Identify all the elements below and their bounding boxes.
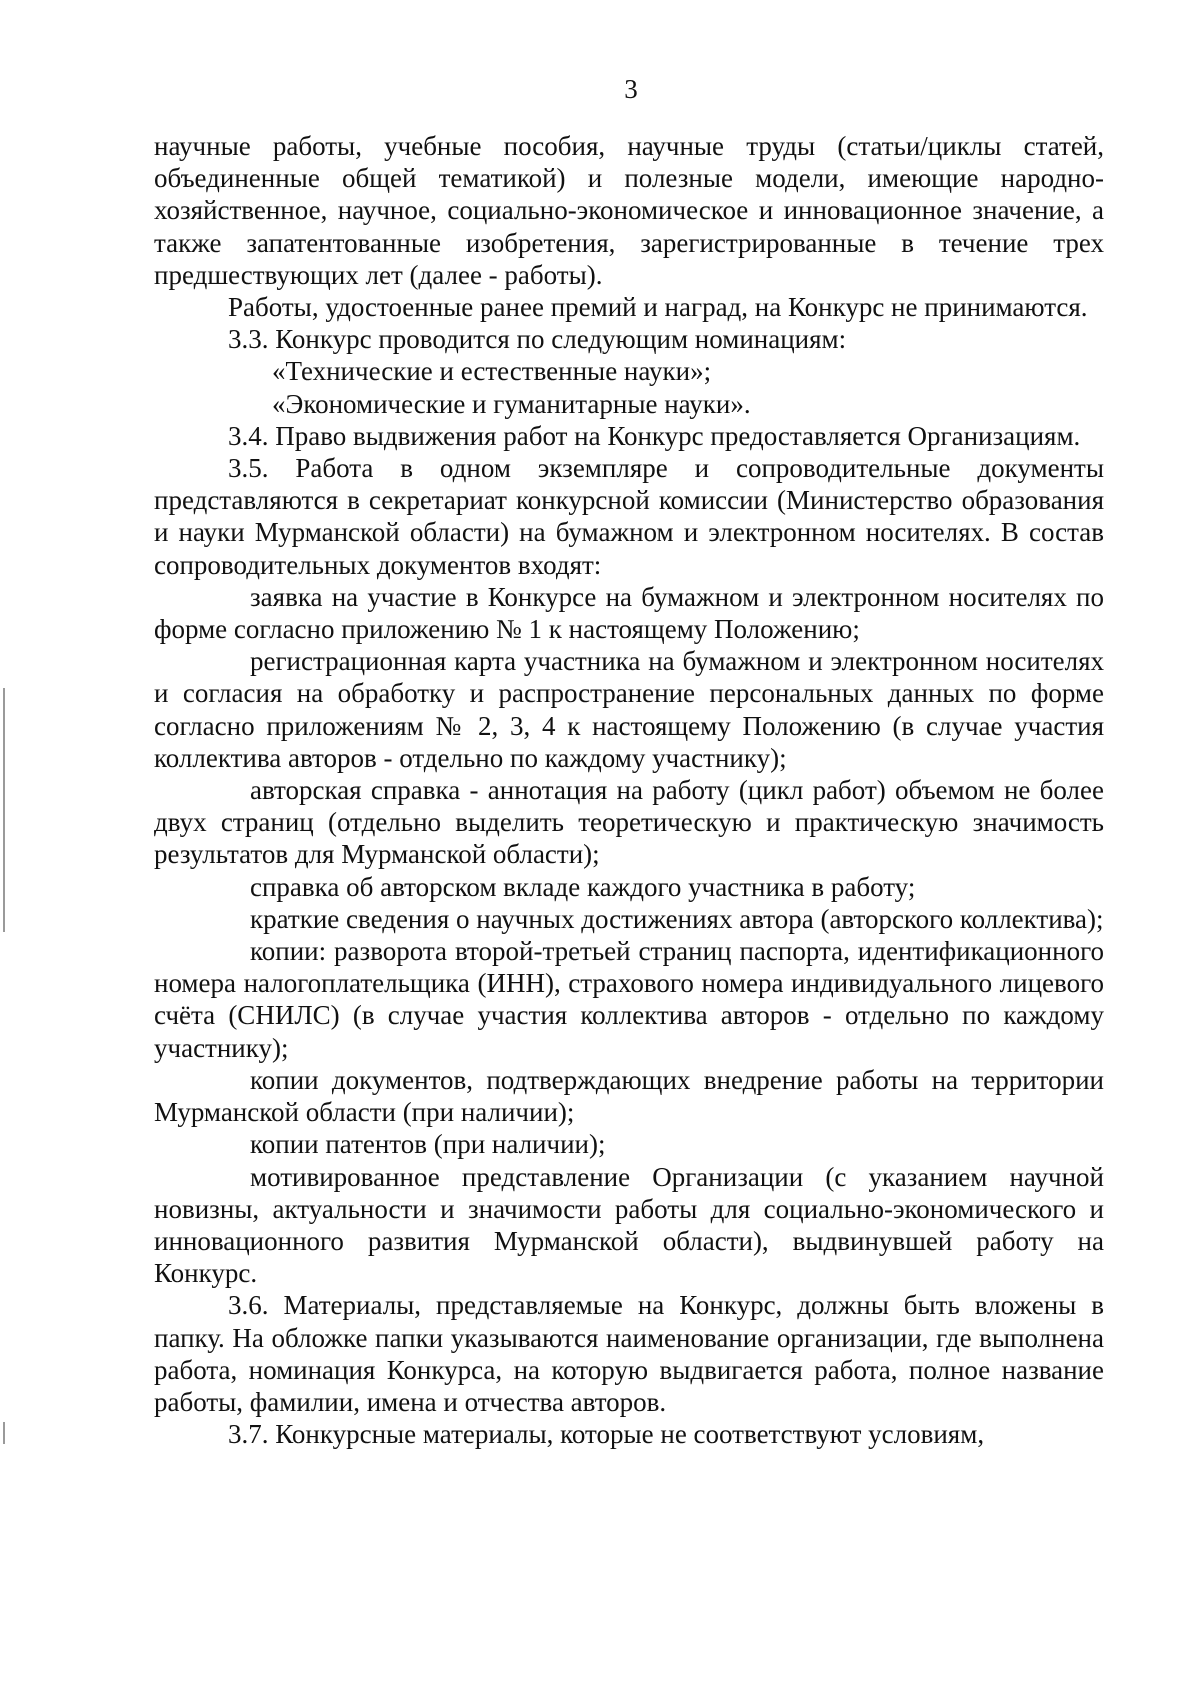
paragraph-3-6: 3.6. Материалы, представляемые на Конкурс, должны быть вложены в папку. На обложке папки указываются наименование организации, где выполнена работа, номинация Конкурса, на которую выдвигается работа, полное название работы, фамилии, имена и отчества авторов.	[154, 1290, 1104, 1417]
list-item-author-reference: авторская справка - аннотация на работу (цикл работ) объемом не более двух страниц (отдельно выделить теоретическую и практическую значимость результатов для Мурманской области);	[154, 775, 1104, 870]
list-item-nomination-economic: «Экономические и гуманитарные науки».	[272, 388, 751, 419]
paragraph-works-definition: научные работы, учебные пособия, научные труды (статьи/циклы статей, объединенные общей тематикой) и полезные модели, имеющие народно-хозяйственное, научное, социально-экономическое и инновационное значение, а также запатентованные изобретения, зарегистрированные в течение трех предшествующих лет (далее - работы).	[154, 131, 1104, 290]
scan-edge-mark	[3, 1422, 5, 1444]
list-item-motivated-submission: мотивированное представление Организации (с указанием научной новизны, актуальности и значимости работы для социально-экономического и инновационного развития Мурманской области), выдвинувшей работу на Конкурс.	[154, 1161, 1104, 1289]
scan-edge-mark	[3, 688, 5, 932]
paragraph-3-4: 3.4. Право выдвижения работ на Конкурс предоставляется Организациям.	[228, 420, 1081, 451]
paragraph-3-7: 3.7. Конкурсные материалы, которые не соответствуют условиям,	[228, 1419, 985, 1450]
list-item-application: заявка на участие в Конкурсе на бумажном и электронном носителях по форме согласно приложению № 1 к настоящему Положению;	[154, 581, 1104, 645]
paragraph-awarded-works: Работы, удостоенные ранее премий и наград, на Конкурс не принимаются.	[228, 292, 1088, 323]
page-number: 3	[624, 74, 638, 104]
list-item-contribution: справка об авторском вкладе каждого участника в работу;	[250, 871, 916, 902]
paragraph-3-5: 3.5. Работа в одном экземпляре и сопроводительные документы представляются в секретариат конкурсной комиссии (Министерство образования и науки Мурманской области) на бумажном и электронном носителях. В состав сопроводительных документов входят:	[154, 453, 1104, 580]
list-item-implementation: копии документов, подтверждающих внедрение работы на территории Мурманской области (при наличии);	[154, 1064, 1104, 1128]
list-item-registration-card: регистрационная карта участника на бумажном и электронном носителях и согласия на обработку и распространение персональных данных по форме согласно приложениям № 2, 3, 4 к настоящему Положению (в случае участия коллектива авторов - отдельно по каждому участнику);	[154, 646, 1104, 773]
list-item-achievements: краткие сведения о научных достижениях автора (авторского коллектива);	[250, 903, 1104, 934]
list-item-nomination-technical: «Технические и естественные науки»;	[272, 356, 712, 387]
document-body	[154, 130, 1104, 1450]
list-item-patents: копии патентов (при наличии);	[250, 1129, 606, 1160]
paragraph-3-3: 3.3. Конкурс проводится по следующим номинациям:	[228, 324, 847, 355]
list-item-copies-documents: копии: разворота второй-третьей страниц паспорта, идентификационного номера налогоплательщика (ИНН), страхового номера индивидуального лицевого счёта (СНИЛС) (в случае участия коллектива авторов - отдельно по каждому участнику);	[154, 936, 1104, 1063]
